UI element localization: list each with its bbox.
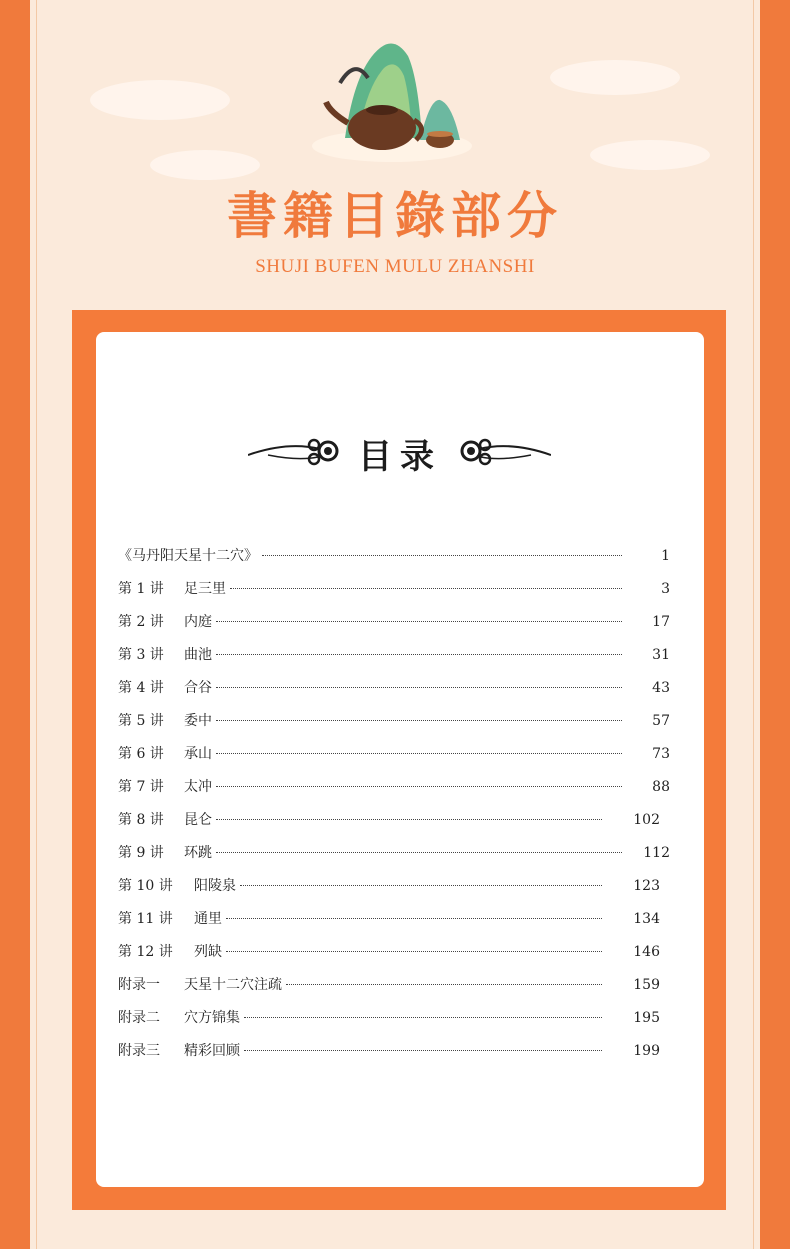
toc-entry-page: 17 [652,614,670,630]
toc-entry [118,842,670,875]
toc-entry-page: 31 [652,647,670,663]
toc-entry-number: 第 6 讲 [118,746,164,762]
toc-entry-page: 102 [633,812,660,828]
toc-list [118,545,670,1073]
toc-entry-page: 112 [643,845,670,861]
toc-entry [118,1040,670,1073]
dot-leader [240,885,602,886]
toc-entry [118,809,670,842]
dot-leader [226,918,602,919]
toc-entry-page: 146 [633,944,660,960]
dot-leader [216,786,622,787]
toc-entry-page: 43 [652,680,670,696]
toc-entry-page: 1 [661,548,670,564]
cloud-decoration [90,80,230,120]
toc-entry-page: 195 [633,1010,660,1026]
toc-entry-title: 环跳 [184,845,212,861]
toc-entry-title: 阳陵泉 [194,878,236,894]
toc-entry [118,677,670,710]
dot-leader [216,819,602,820]
toc-entry-number: 第 12 讲 [118,944,173,960]
toc-entry [118,644,670,677]
toc-entry-number: 附录三 [118,1043,160,1059]
toc-entry [118,743,670,776]
toc-heading: 目录 [358,437,442,477]
toc-entry-number: 第 4 讲 [118,680,164,696]
toc-entry-title: 天星十二穴注疏 [184,977,282,993]
cloud-decoration [590,140,710,170]
toc-entry [118,1007,670,1040]
toc-entry-title: 精彩回顾 [184,1043,240,1059]
dot-leader [244,1017,602,1018]
toc-entry-title: 内庭 [184,614,212,630]
toc-entry-title: 合谷 [184,680,212,696]
toc-entry-number: 第 8 讲 [118,812,164,828]
page-subtitle: SHUJI BUFEN MULU ZHANSHI [255,256,535,277]
toc-entry [118,875,670,908]
toc-entry [118,578,670,611]
toc-entry-page: 88 [652,779,670,795]
toc-entry-title: 委中 [184,713,212,729]
toc-entry-page: 73 [652,746,670,762]
teapot-mountain-illustration [300,28,480,168]
toc-entry [118,776,670,809]
dot-leader [216,753,622,754]
dot-leader [216,654,622,655]
toc-entry-title: 承山 [184,746,212,762]
dot-leader [262,555,622,556]
toc-entry-number: 第 10 讲 [118,878,173,894]
toc-entry-title: 曲池 [184,647,212,663]
dot-leader [286,984,602,985]
page-title: 書籍目錄部分 [227,187,563,245]
cloud-scroll-ornament-icon [456,427,551,477]
toc-header [96,427,704,477]
toc-entry-number: 第 3 讲 [118,647,164,663]
toc-entry [118,908,670,941]
toc-entry-title: 太冲 [184,779,212,795]
toc-entry-number: 附录二 [118,1010,160,1026]
toc-entry-number: 第 5 讲 [118,713,164,729]
toc-entry [118,545,670,578]
toc-entry-number: 第 9 讲 [118,845,164,861]
dot-leader [216,852,622,853]
toc-entry-title: 穴方锦集 [184,1010,240,1026]
toc-entry-page: 3 [661,581,670,597]
toc-entry-title: 足三里 [184,581,226,597]
toc-entry [118,710,670,743]
toc-entry-number: 第 11 讲 [118,911,173,927]
toc-entry-number: 第 7 讲 [118,779,164,795]
toc-entry-page: 134 [633,911,660,927]
dot-leader [230,588,622,589]
toc-entry-number: 第 2 讲 [118,614,164,630]
toc-entry-title: 昆仑 [184,812,212,828]
toc-entry-page: 123 [633,878,660,894]
toc-entry-title: 通里 [194,911,222,927]
toc-card [96,332,704,1187]
toc-entry-title: 《马丹阳天星十二穴》 [118,548,258,564]
toc-entry-title: 列缺 [194,944,222,960]
toc-entry [118,611,670,644]
cloud-decoration [550,60,680,95]
dot-leader [216,720,622,721]
toc-entry-number: 附录一 [118,977,160,993]
dot-leader [244,1050,602,1051]
toc-entry-number: 第 1 讲 [118,581,164,597]
dot-leader [216,687,622,688]
toc-entry-page: 57 [652,713,670,729]
toc-entry-page: 159 [633,977,660,993]
dot-leader [226,951,602,952]
dot-leader [216,621,622,622]
toc-entry-page: 199 [633,1043,660,1059]
toc-entry [118,974,670,1007]
toc-entry [118,941,670,974]
